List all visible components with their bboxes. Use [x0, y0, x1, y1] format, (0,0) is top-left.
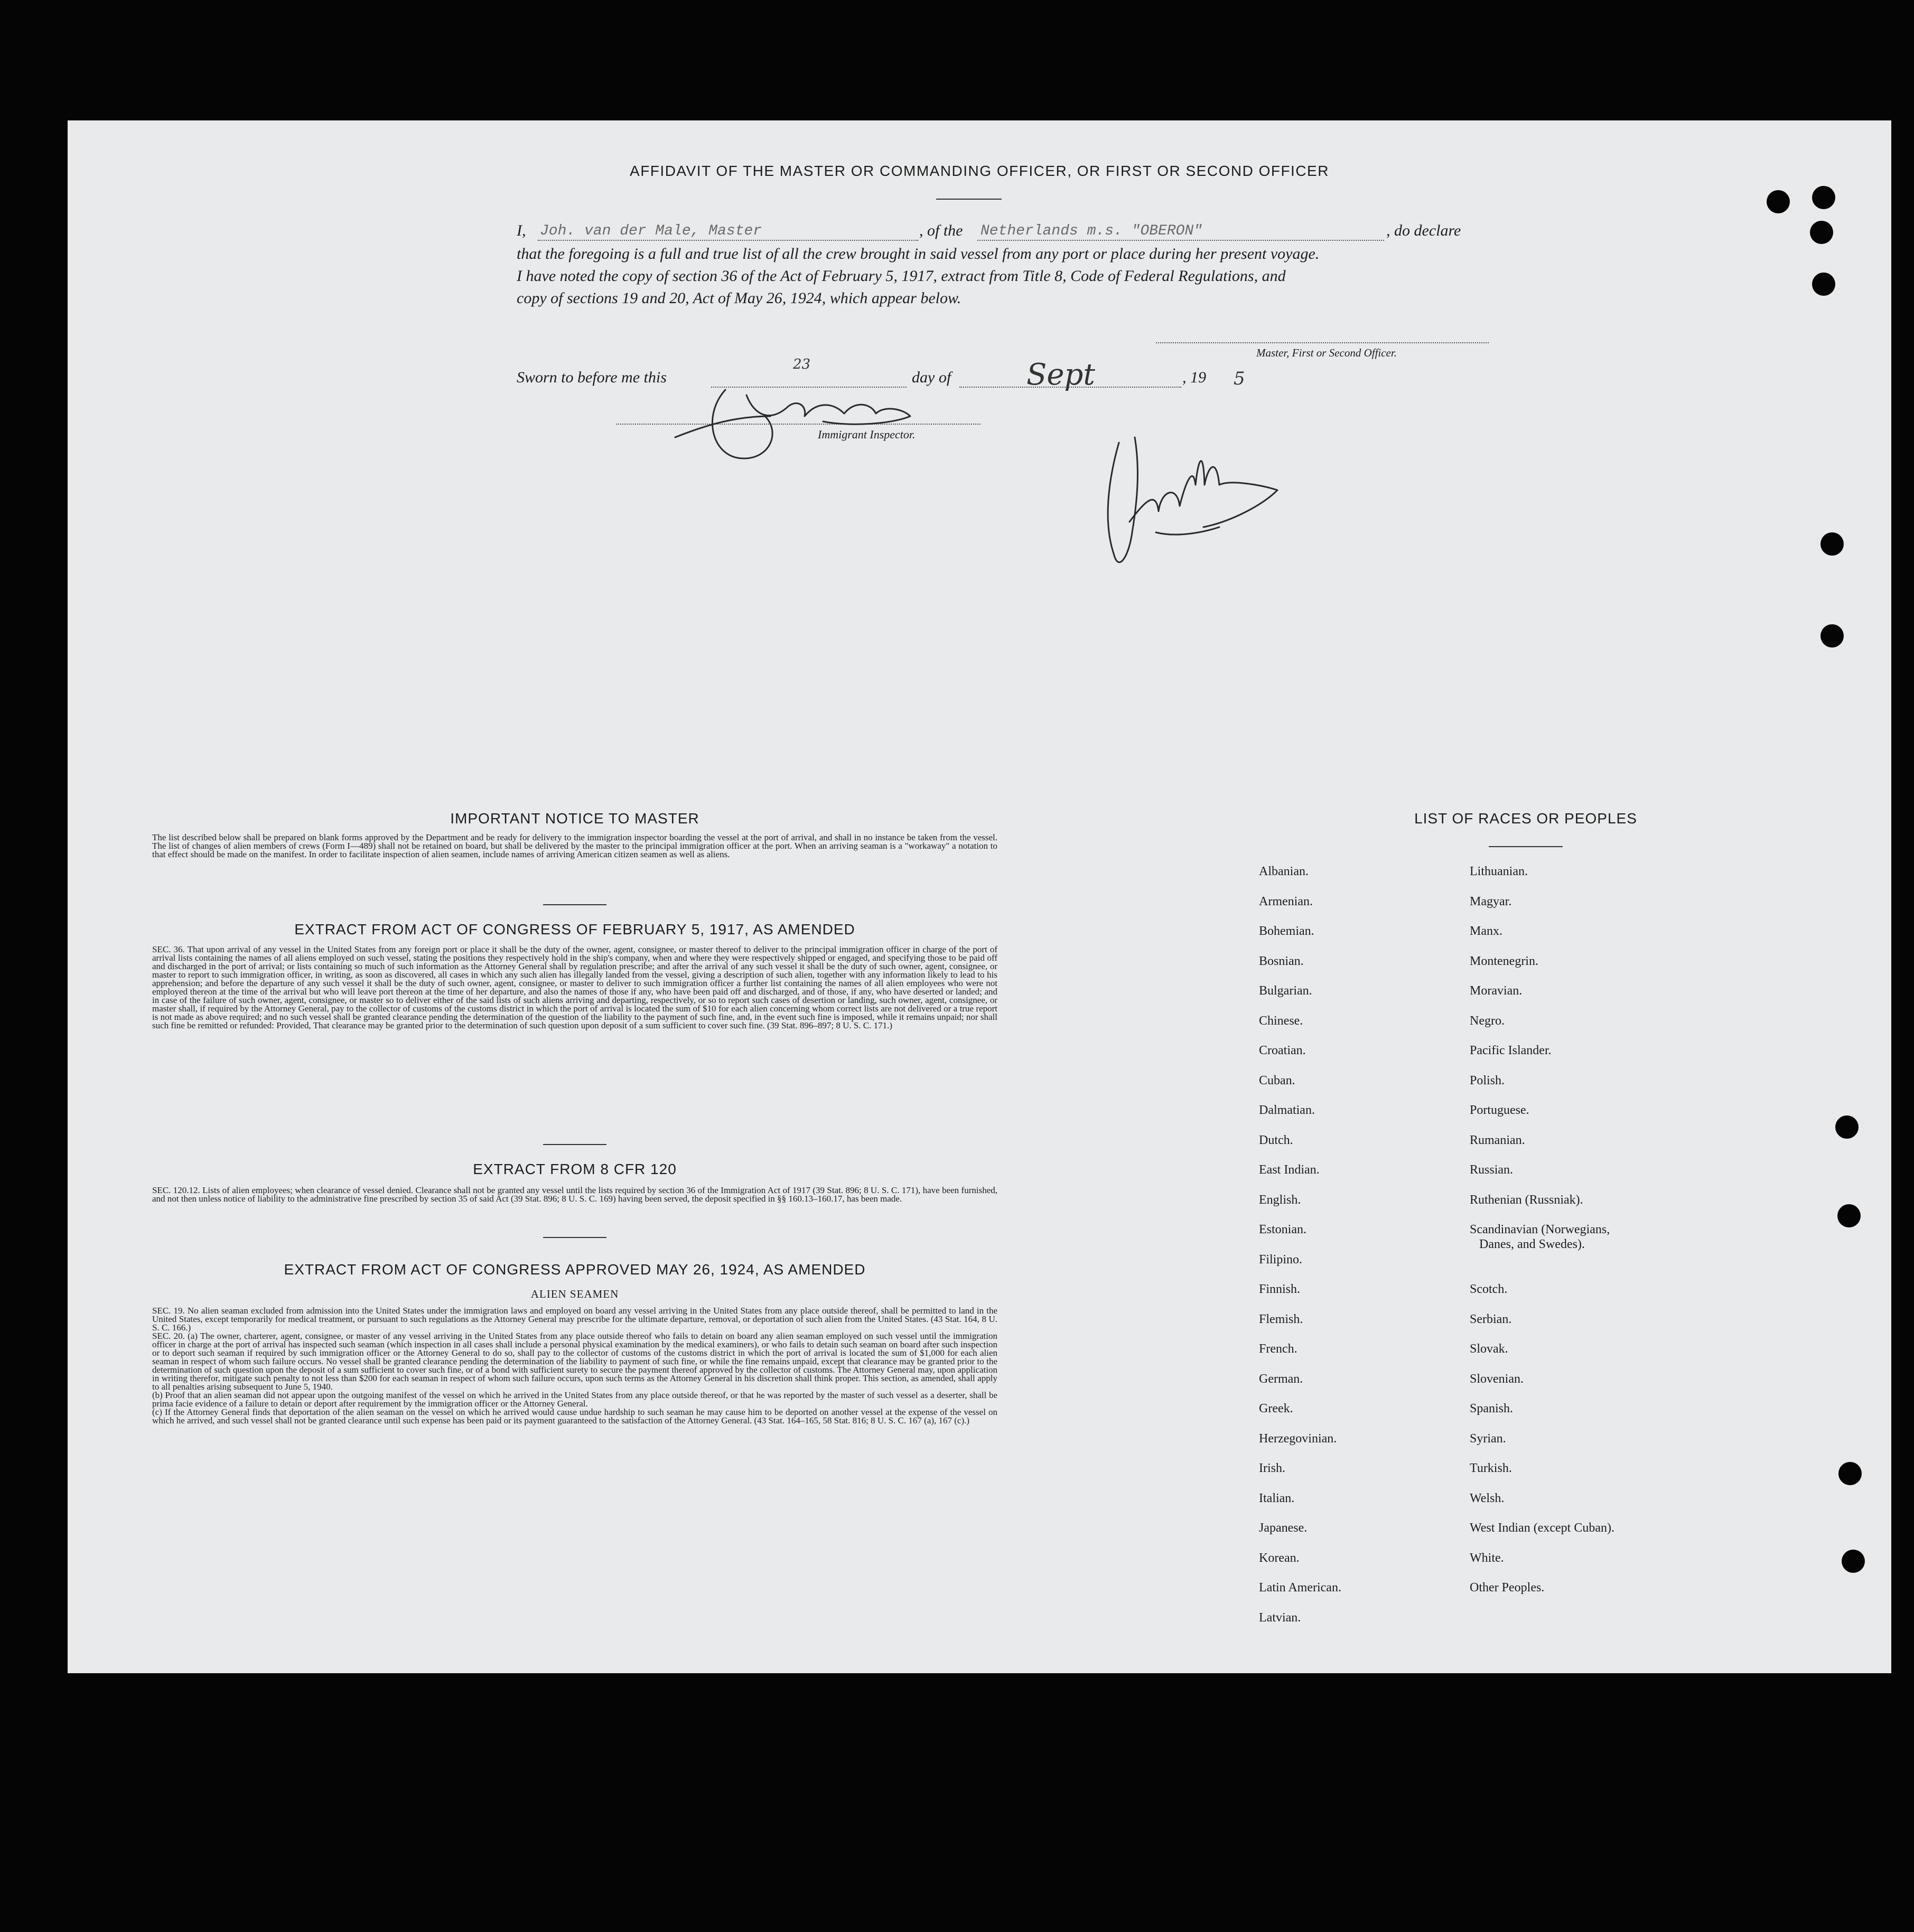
race-item: Albanian.: [1259, 865, 1309, 878]
master-signature: [1108, 437, 1137, 562]
race-item: Spanish.: [1470, 1402, 1514, 1415]
race-item: Armenian.: [1259, 894, 1313, 908]
race-item: Welsh.: [1470, 1491, 1505, 1505]
race-item: Italian.: [1259, 1491, 1295, 1505]
handwriting-layer: [68, 120, 1891, 649]
race-item: Other Peoples.: [1470, 1581, 1545, 1595]
race-item: East Indian.: [1259, 1163, 1320, 1177]
race-item: Lithuanian.: [1470, 865, 1528, 878]
races-right-column: [1470, 857, 1766, 1603]
race-item: Syrian.: [1470, 1431, 1506, 1446]
race-item: Pacific Islander.: [1470, 1044, 1552, 1057]
race-item: Moravian.: [1470, 984, 1523, 998]
sec-20a: SEC. 20. (a) The owner, charterer, agent, consignee, or master of any vessel arriving in the United States from any place outside thereof who fails to detain on board any alien seaman employed on such vessel until the immigration officer in charge at the port of arrival has inspected such seaman (which inspection in all cases shall include a personal physical examination by the medical examiners), or who fails to detain such seaman on board after such inspection or to deport such seaman if required by such immigration officer or the Attorney General to do so, shall pay to the collector of customs of the customs district in which the port of arrival is located the sum of $1,000 for each alien seaman in respect of whom such failure occurs. No vessel shall be granted clearance pending the determination of the liability to payment of such fine, or while the fine remains unpaid, except that clearance may be granted prior to the determination of such question upon the deposit of a sum sufficient to cover such fine, or of a bond with sufficient surety to secure the payment thereof approved by the collector of customs. The Attorney General may, upon application in writing therefor, mitigate such penalty to not less than $200 for each seaman in respect of whom such failure occurs, upon such terms as the Attorney General in his discretion shall think proper. This section, as amended, shall apply to all penalties arising subsequent to June 5, 1940.: [152, 1331, 997, 1392]
race-item: Flemish.: [1259, 1312, 1303, 1326]
race-item: Dutch.: [1259, 1133, 1293, 1147]
section-divider: [543, 1144, 606, 1145]
race-item: Montenegrin.: [1470, 954, 1538, 968]
sec-20b: (b) Proof that an alien seaman did not appear upon the outgoing manifest of the vessel on which he arrived in the United States from any place outside thereof, or that he was reported by the master of such vessel as a deserter, shall be prima facie evidence of a failure to detain or deport after requirement by the immigration officer or the Attorney General.: [152, 1390, 997, 1409]
vessel-typed: Netherlands m.s. "OBERON": [981, 223, 1203, 239]
race-item: Bulgarian.: [1259, 984, 1312, 998]
race-item: Danes, and Swedes).: [1479, 1237, 1585, 1251]
race-item: Turkish.: [1470, 1461, 1512, 1475]
extract-1917-title: EXTRACT FROM ACT OF CONGRESS OF FEBRUARY 5, 1917, AS AMENDED: [294, 921, 855, 937]
race-item: Bosnian.: [1259, 954, 1304, 968]
punch-hole: [1842, 1550, 1865, 1573]
notice-body: The list described below shall be prepared on blank forms approved by the Department and be ready for delivery to the immigration inspector boarding the vessel at the port of arrival, and shall in no instance be taken from the vessel. The list of changes of alien members of crews (Form I—489) shall not be retained on board, but shall be delivered by the master to the principal immigration officer at the port. When an arriving seaman is a "workaway" a notation to that effect should be made on the manifest. In order to facilitate inspection of alien seamen, include names of arriving American citizen seamen as well as aliens.: [152, 832, 997, 859]
do-declare-text: , do declare: [1386, 222, 1461, 239]
declaration-line-4: copy of sections 19 and 20, Act of May 26, 1924, which appear below.: [517, 289, 961, 307]
punch-hole: [1812, 273, 1835, 296]
extract-1917-body: SEC. 36. That upon arrival of any vessel in the United States from any foreign port or place it shall be the duty of the owner, agent, consignee, or master thereof to deliver to the principal immigration officer in charge of the port of arrival lists containing the names of all aliens employed on such vessel, stating the positions they respectively hold in the ship's company, when and where they were respectively shipped or engaged, and specifying those to be paid off and discharged in the port of arrival; or lists containing so much of such information as the Attorney General shall by regulation prescribe; and after the arrival of any such vessel it shall be the duty of such owner, agent, consignee, or master to report to such immigration officer, in writing, as soon as discovered, all cases in which any such alien has illegally landed from the vessel, giving a description of such alien, together with any information likely to lead to his apprehension; and before the departure of any such vessel it shall be the duty of such owner, agent, consignee, or master to deliver to such immigration officer a further list containing the names of all alien employees who were not employed thereon at the time of the arrival but who will leave port thereon at the time of her departure, and also the names of those if any, who have been paid off and discharged, and of those, if any, who have deserted or landed; and in case of the failure of such owner, agent, consignee, or master so to deliver either of the said lists of such aliens arriving and departing, respectively, or so to report such cases of desertion or landing, such owner, agent, consignee, or master shall, if required by the Attorney General, pay to the collector of customs of the customs district in which the port of arrival is located the sum of $10 for each alien concerning whom correct lists are not delivered or a true report is not made as above required; and no such vessel shall be granted clearance pending the determination of the question of the liability to the payment of such fine, and, in the event such fine is imposed, while it remains unpaid; nor shall such fine be remitted or refunded: Provided, That clearance may be granted prior to the determination of such question upon deposit of a sum sufficient to cover such fine. (39 Stat. 896–897; 8 U. S. C. 171.): [152, 944, 997, 1030]
race-item: Magyar.: [1470, 894, 1512, 908]
declaration-line-2: that the foregoing is a full and true list of all the crew brought in said vessel from any port or place during her present voyage.: [517, 245, 1320, 262]
race-item: Scandinavian (Norwegians,: [1470, 1223, 1610, 1236]
punch-hole: [1838, 1462, 1862, 1485]
race-item: Korean.: [1259, 1551, 1300, 1565]
race-item: Latin American.: [1259, 1581, 1341, 1595]
master-name-typed: Joh. van der Male, Master: [540, 223, 762, 239]
race-item: Estonian.: [1259, 1223, 1306, 1236]
document-page: [68, 120, 1891, 1673]
sec-19: SEC. 19. No alien seaman excluded from admission into the United States under the immigration laws and employed on board any vessel arriving in the United States from any place outside thereof, shall be permitted to land in the United States, except temporarily for medical treatment, or pursuant to such regulations as the Attorney General may prescribe for the ultimate departure, removal, or deportation of such alien from the United States. (43 Stat. 164, 8 U. S. C. 166.): [152, 1306, 997, 1333]
extract-1924-sections: [152, 1307, 997, 1425]
punch-hole: [1812, 186, 1835, 209]
inspector-caption: Immigrant Inspector.: [818, 428, 916, 441]
race-item: Greek.: [1259, 1402, 1293, 1415]
declaration-line-3: I have noted the copy of section 36 of the Act of February 5, 1917, extract from Title 8, Code of Federal Regulations, and: [517, 267, 1286, 285]
affidavit-title: AFFIDAVIT OF THE MASTER OR COMMANDING OFFICER, OR FIRST OR SECOND OFFICER: [630, 163, 1329, 179]
extract-1924-title: EXTRACT FROM ACT OF CONGRESS APPROVED MAY 26, 1924, AS AMENDED: [284, 1261, 866, 1278]
race-item: Bohemian.: [1259, 924, 1314, 938]
day-of-text: day of: [912, 369, 951, 386]
race-item: Filipino.: [1259, 1252, 1303, 1267]
race-item: Slovak.: [1470, 1342, 1508, 1356]
sworn-text: Sworn to before me this: [517, 369, 667, 386]
punch-hole: [1820, 624, 1844, 648]
master-caption: Master, First or Second Officer.: [1256, 346, 1397, 359]
race-item: White.: [1470, 1551, 1504, 1565]
race-item: Finnish.: [1259, 1282, 1301, 1296]
race-item: West Indian (except Cuban).: [1470, 1521, 1614, 1535]
sec-20c: (c) If the Attorney General finds that deportation of the alien seaman on the vessel on which he arrived would cause undue hardship to such seaman he may cause him to be deported on another vessel at the expense of the vessel on which he arrived, and such vessel shall not be granted clearance until such expense has been paid or its payment guaranteed to the satisfaction of the Attorney General. (43 Stat. 164–165, 58 Stat. 816; 8 U. S. C. 167 (a), 167 (c).): [152, 1407, 997, 1425]
race-item: Polish.: [1470, 1073, 1505, 1087]
race-item: Slovenian.: [1470, 1372, 1524, 1386]
handwritten-month: Sept: [1026, 358, 1095, 392]
races-title: LIST OF RACES OR PEOPLES: [1414, 810, 1637, 827]
year-text: , 19: [1182, 369, 1206, 386]
race-item: English.: [1259, 1193, 1301, 1207]
declaration-i: I,: [517, 222, 526, 239]
race-item: Japanese.: [1259, 1521, 1308, 1535]
race-item: Cuban.: [1259, 1073, 1295, 1087]
race-item: Chinese.: [1259, 1014, 1303, 1028]
handwritten-year: 5: [1234, 368, 1245, 389]
race-item: Scotch.: [1470, 1282, 1508, 1296]
race-item: Serbian.: [1470, 1312, 1512, 1326]
race-item: Manx.: [1470, 924, 1502, 938]
section-divider: [543, 904, 606, 905]
extract-1924-subtitle: ALIEN SEAMEN: [530, 1288, 619, 1300]
race-item: Rumanian.: [1470, 1133, 1525, 1147]
punch-hole: [1837, 1204, 1861, 1227]
race-item: German.: [1259, 1372, 1303, 1386]
races-left-column: [1259, 857, 1460, 1633]
race-item: French.: [1259, 1342, 1297, 1356]
race-item: Herzegovinian.: [1259, 1431, 1337, 1446]
race-item: Negro.: [1470, 1014, 1505, 1028]
punch-hole: [1835, 1115, 1859, 1139]
race-item: Irish.: [1259, 1461, 1285, 1475]
race-item: Russian.: [1470, 1163, 1514, 1177]
handwritten-day: 23: [793, 357, 811, 372]
punch-hole: [1820, 532, 1844, 556]
race-item: Croatian.: [1259, 1044, 1306, 1057]
extract-cfr-title: EXTRACT FROM 8 CFR 120: [473, 1161, 677, 1177]
of-the-text: , of the: [919, 222, 963, 239]
races-divider: [1489, 846, 1563, 847]
notice-title: IMPORTANT NOTICE TO MASTER: [450, 810, 699, 827]
punch-hole: [1810, 221, 1833, 244]
extract-cfr-body: SEC. 120.12. Lists of alien employees; when clearance of vessel denied. Clearance shall not be granted any vessel until the lists required by section 36 of the Immigration Act of 1917 (39 Stat. 896; 8 U. S. C. 171), have been furnished, and not then unless notice of liability to the administrative fine prescribed by section 35 of said Act (39 Stat. 896; 8 U. S. C. 169) having been served, the deposit specified in §§ 160.13–160.17, has been made.: [152, 1185, 997, 1204]
race-item: Ruthenian (Russniak).: [1470, 1193, 1583, 1207]
section-divider: [543, 1237, 606, 1238]
inspector-signature: [712, 390, 772, 458]
race-item: Portuguese.: [1470, 1103, 1529, 1117]
punch-hole: [1767, 190, 1790, 213]
race-item: Latvian.: [1259, 1610, 1301, 1625]
race-item: Dalmatian.: [1259, 1103, 1315, 1117]
